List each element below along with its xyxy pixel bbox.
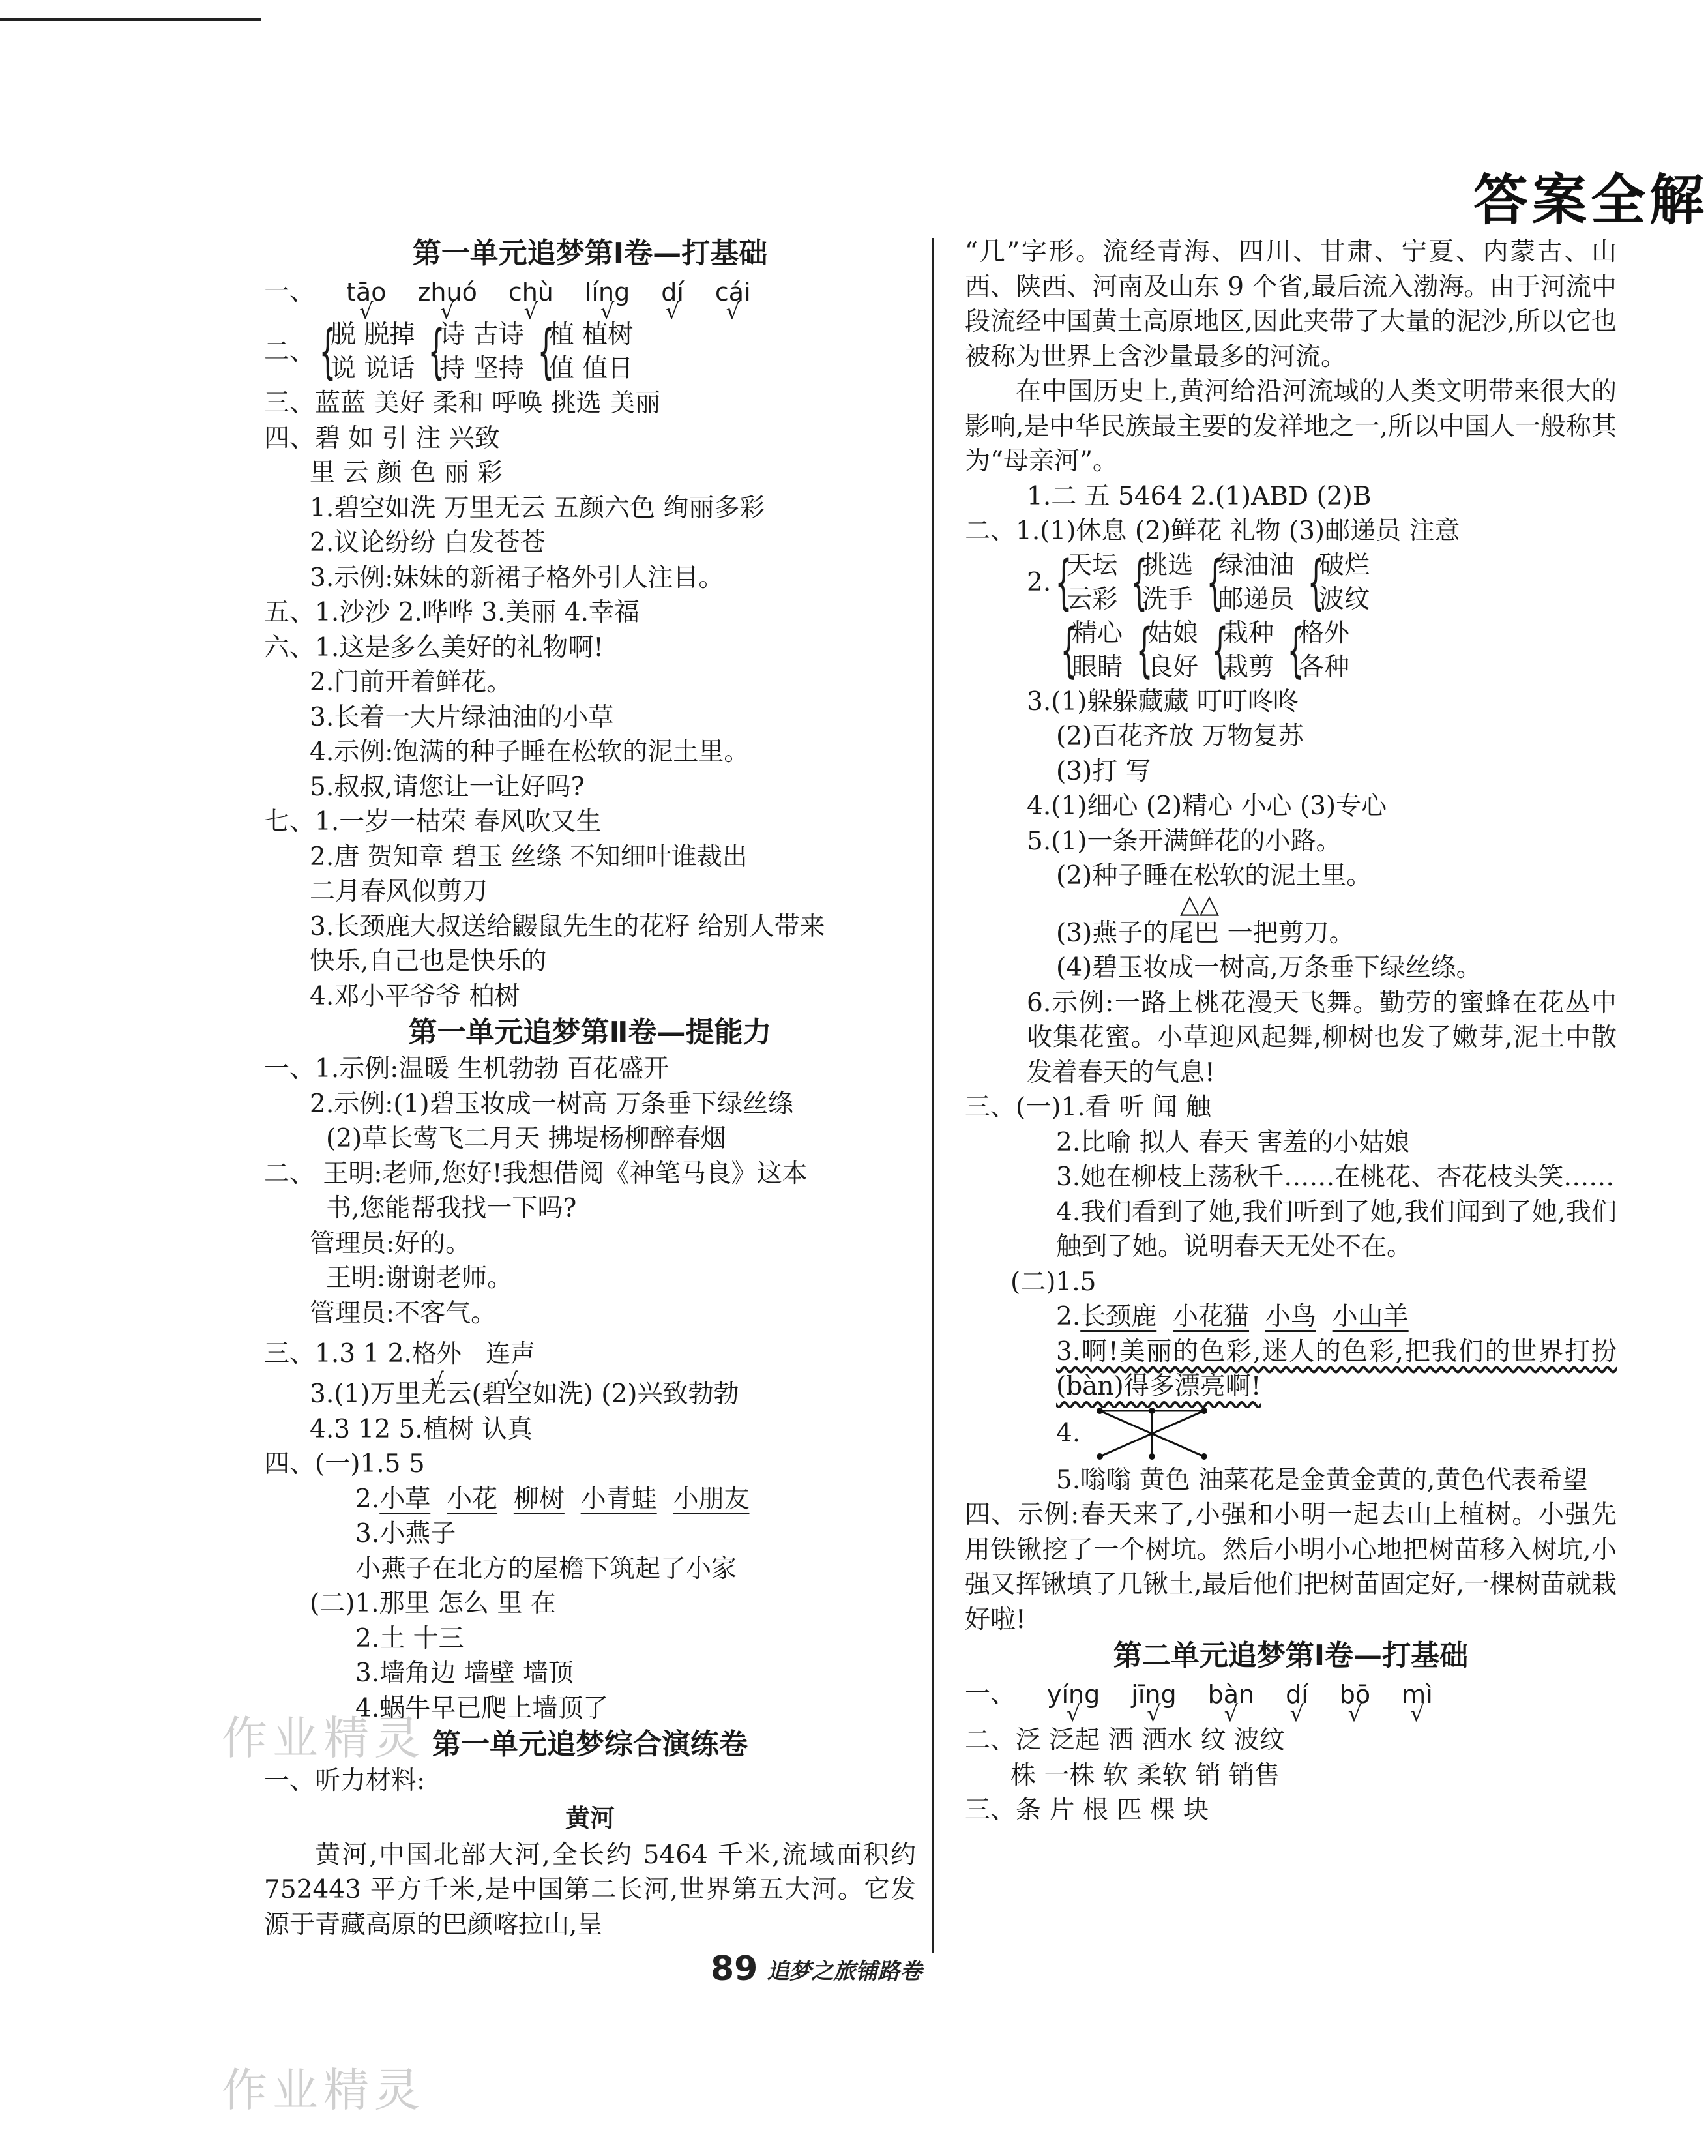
word: 良好	[1147, 652, 1199, 682]
brace-group	[965, 549, 1617, 617]
answer-line: 书,您能帮我找一下吗?	[326, 1194, 577, 1223]
passage-text: “几”字形。流经青海、四川、甘肃、宁夏、内蒙古、山西、陕西、河南及山东 9 个省,最后流入渤海。由于河流中段流经中国黄土高原地区,因此夹带了大量的泥沙,所以它也被称为世界上含沙量最多的河流。	[965, 237, 1617, 372]
answer-line: 2.门前开着鲜花。	[310, 668, 512, 697]
section-heading: 第一单元追梦综合演练卷	[432, 1728, 748, 1761]
item-label: 一、	[264, 277, 316, 306]
word: 天坛	[1067, 550, 1118, 580]
answer-line: (二)1.5	[1010, 1267, 1097, 1297]
answer-line: 三、蓝蓝 美好 柔和 呼唤 挑选 美丽	[264, 389, 660, 418]
word: 邮递员	[1218, 584, 1295, 614]
word: 云彩	[1067, 584, 1118, 614]
answer-line: 三、条 片 根 匹 棵 块	[965, 1795, 1209, 1825]
answer-line: 3.长着一大片绿油油的小草	[310, 702, 614, 732]
answer-line: 2.议论纷纷 白发苍苍	[310, 528, 546, 557]
word-pair: { 植 植树 值 值日	[537, 317, 634, 386]
left-column	[264, 235, 916, 1942]
underlined-word: 小花猫	[1173, 1302, 1250, 1331]
emphasis-marks: △△	[1180, 889, 1219, 919]
word: 洗手	[1142, 584, 1194, 614]
answer-line: 3.(1)万里无云(碧空如洗) (2)兴致勃勃	[310, 1380, 739, 1409]
answer-line	[965, 1404, 1617, 1463]
text: 三、1.3 1 2.	[264, 1339, 412, 1368]
pinyin: bàn √	[1208, 1675, 1255, 1714]
underlined-word: 柳树	[513, 1484, 565, 1514]
word-pair: { 栽种 栽剪	[1211, 615, 1274, 685]
answer-line: 管理员:不客气。	[310, 1298, 497, 1328]
answer-line: (4)碧玉妆成一树高,万条垂下绿丝绦。	[1056, 953, 1482, 982]
word: 说 说话	[331, 354, 415, 383]
answer-line	[264, 1482, 916, 1517]
pinyin: dí √	[1286, 1675, 1308, 1714]
page-footer	[711, 1949, 922, 1988]
answer-line: (3)打 写	[1056, 756, 1151, 786]
pinyin: mì √	[1402, 1675, 1433, 1714]
answer-line: 王明:谢谢老师。	[326, 1263, 513, 1293]
pinyin: yíng √	[1047, 1675, 1100, 1714]
word-pair: { 姑娘 良好	[1136, 615, 1199, 685]
answer-line: (2)种子睡在松软的泥土里。	[1056, 861, 1372, 891]
word-pair: { 挑选 洗手	[1130, 548, 1194, 617]
answer-line: 4.(1)细心 (2)精心 小心 (3)专心	[1027, 791, 1387, 821]
word: 姑娘	[1147, 618, 1199, 648]
brace-group	[965, 617, 1617, 685]
passage-title: 黄河	[565, 1803, 615, 1833]
answer-paragraph: 3.她在柳枝上荡秋千……在桃花、杏花枝头笑……	[1056, 1162, 1615, 1192]
word: 格外	[1299, 618, 1350, 648]
answer-paragraph: 4.我们看到了她,我们听到了她,我们闻到了她,我们触到了她。说明春天无处不在。	[1056, 1197, 1617, 1262]
top-rule	[0, 18, 261, 21]
answer-line: 4.邓小平爷爷 柏树	[310, 981, 520, 1011]
answer-line: 四、(一)1.5 5	[264, 1449, 425, 1479]
word: 诗 古诗	[439, 320, 524, 349]
answer-line: 一、听力材料:	[264, 1766, 426, 1795]
section-heading: 第一单元追梦第Ⅰ卷—打基础	[412, 237, 768, 270]
answer-line: 3.小燕子	[355, 1519, 456, 1548]
page-number: 89	[711, 1949, 758, 1988]
underlined-word: 小鸟	[1265, 1302, 1316, 1331]
passage-text: 黄河,中国北部大河,全长约 5464 千米,流域面积约 752443 平方千米,是中国第二长河,世界第五大河。它发源于青藏高原的巴颜喀拉山,呈	[264, 1840, 916, 1940]
underlined-word: 小草	[379, 1484, 431, 1514]
answer-paragraph: 6.示例:一路上桃花漫天飞舞。勤劳的蜜蜂在花丛中收集花蜜。小草迎风起舞,柳树也发了嫩芽,泥土中散发着春天的气息!	[1027, 988, 1617, 1087]
answer-line: 3.墙角边 墙壁 墙顶	[355, 1659, 574, 1688]
answer-line: (二)1.那里 怎么 里 在	[310, 1589, 556, 1618]
answer-paragraph: 3.啊!美丽的色彩,迷人的色彩,把我们的世界打扮(bàn)得多漂亮啊!	[1056, 1336, 1617, 1401]
word: 破烂	[1319, 550, 1370, 580]
word: 植 植树	[548, 320, 634, 349]
word: 挑选	[1142, 550, 1194, 580]
word: 值 值日	[548, 354, 634, 383]
pinyin: jīng √	[1131, 1675, 1176, 1714]
answer-line: 二、 王明:老师,您好!我想借阅《神笔马良》这本	[264, 1159, 808, 1189]
pinyin: zhuó √	[417, 273, 477, 312]
answer-line: 五、1.沙沙 2.哗哗 3.美丽 4.幸福	[264, 598, 640, 627]
answer-paragraph: 5.嗡嗡 黄色 油菜花是金黄金黄的,黄色代表希望	[1056, 1465, 1588, 1495]
word: 栽剪	[1223, 652, 1274, 682]
underlined-word: 小花	[447, 1484, 498, 1514]
word-pair: { 脱 脱掉 说 说话	[319, 317, 415, 386]
answer-line: 三、(一)1.看 听 闻 触	[965, 1093, 1211, 1122]
pinyin-row	[965, 1675, 1617, 1714]
watermark: 作业精灵	[222, 2063, 425, 2117]
passage-text: 在中国历史上,黄河给沿河流域的人类文明带来很大的影响,是中华民族最主要的发祥地之一,所以中国人一般称其为“母亲河”。	[965, 377, 1617, 476]
answer-line: 5.叔叔,请您让一让好吗?	[310, 772, 585, 802]
answer-line: 里 云 颜 色 丽 彩	[310, 458, 503, 488]
answer-line: 5.(1)一条开满鲜花的小路。	[1027, 826, 1342, 856]
underlined-word: 小山羊	[1332, 1302, 1409, 1331]
word-pair: { 破烂 波纹	[1307, 548, 1370, 617]
answer-line: 3.长颈鹿大叔送给鼹鼠先生的花籽 给别人带来	[310, 911, 825, 941]
answer-line: 1.二 五 5464 2.(1)ABD (2)B	[1027, 481, 1372, 511]
item-label: 二、	[264, 337, 316, 366]
answer-paragraph: 四、示例:春天来了,小强和小明一起去山上植树。小强先用铁锹挖了一个树坑。然后小明小心地把树苗移入树坑,小强又挥锹填了几锹土,最后他们把树苗固定好,一棵树苗就栽好啦!	[965, 1500, 1617, 1634]
brand-logo-text: 追梦之旅铺路卷	[767, 1958, 922, 1985]
word: 持 坚持	[439, 354, 524, 383]
answer-line: 4.示例:饱满的种子睡在松软的泥土里。	[310, 737, 750, 767]
column-divider	[932, 238, 934, 1953]
answer-line: 2.土 十三	[355, 1623, 464, 1653]
text: 2.	[355, 1484, 380, 1514]
section-heading: 第二单元追梦第Ⅰ卷—打基础	[1113, 1639, 1469, 1672]
underlined-word: 小朋友	[673, 1484, 750, 1514]
answer-banner: 答案全解	[1473, 168, 1708, 232]
answer-line	[264, 1331, 916, 1377]
item-label: 一、	[965, 1679, 1016, 1709]
word-pair: { 天坛 云彩	[1055, 548, 1118, 617]
pinyin: tāo √	[346, 273, 386, 312]
pinyin: cái √	[715, 273, 751, 312]
answer-line: (3)燕子的尾巴 一把剪刀。	[1056, 918, 1355, 948]
item-label: 2.	[1027, 567, 1052, 597]
word: 脱 脱掉	[331, 320, 415, 349]
text: 4.	[1056, 1418, 1081, 1448]
marked-word: 连声 √	[486, 1339, 535, 1368]
answer-line: 3.示例:妹妹的新裙子格外引人注目。	[310, 563, 724, 593]
answer-line: (2)草长莺飞二月天 拂堤杨柳醉春烟	[326, 1124, 726, 1153]
answer-line: 七、1.一岁一枯荣 春风吹又生	[264, 807, 602, 836]
answer-line: 4.蜗牛早已爬上墙顶了	[355, 1693, 609, 1723]
answer-line: 管理员:好的。	[310, 1228, 471, 1258]
word-pair: { 格外 各种	[1287, 615, 1350, 685]
word-pair: { 诗 古诗 持 坚持	[428, 317, 524, 386]
word: 绿油油	[1218, 550, 1295, 580]
answer-line: 一、1.示例:温暖 生机勃勃 百花盛开	[264, 1054, 670, 1084]
pinyin-row	[264, 273, 916, 312]
answer-line: 2.比喻 拟人 春天 害羞的小姑娘	[1056, 1127, 1410, 1157]
answer-line: (2)百花齐放 万物复苏	[1056, 722, 1304, 751]
watermark: 作业精灵	[222, 1711, 425, 1765]
answer-line: 二、1.(1)休息 (2)鲜花 礼物 (3)邮递员 注意	[965, 516, 1460, 546]
answer-line: 二、泛 泛起 洒 洒水 纹 波纹	[965, 1726, 1285, 1755]
word: 各种	[1299, 652, 1350, 682]
marked-word: 格外 √	[412, 1339, 462, 1368]
answer-line: 快乐,自己也是快乐的	[310, 947, 547, 976]
answer-line: 株 一株 软 柔软 销 销售	[1010, 1760, 1280, 1790]
answer-line: 小燕子在北方的屋檐下筑起了小家	[355, 1554, 737, 1584]
word: 精心	[1072, 618, 1123, 648]
word: 栽种	[1223, 618, 1274, 648]
answer-line: 四、碧 如 引 注 兴致	[264, 423, 500, 453]
pinyin: dí √	[661, 273, 684, 312]
section-heading: 第一单元追梦第Ⅱ卷—提能力	[408, 1016, 772, 1049]
word: 眼睛	[1072, 652, 1123, 682]
answer-line: 3.(1)躲躲藏藏 叮叮咚咚	[1027, 687, 1299, 716]
answer-line	[965, 1299, 1617, 1335]
pinyin: líng √	[585, 273, 630, 312]
word: 波纹	[1319, 584, 1370, 614]
word-pair: { 精心 眼睛	[1060, 615, 1123, 685]
matching-lines	[1087, 1404, 1217, 1463]
right-column	[965, 235, 1617, 1828]
text: 2.	[1056, 1302, 1081, 1331]
answer-line: 2.示例:(1)碧玉妆成一树高 万条垂下绿丝绦	[310, 1089, 793, 1119]
word-pair: { 绿油油 邮递员	[1206, 548, 1295, 617]
answer-line: 六、1.这是多么美好的礼物啊!	[264, 632, 604, 662]
pinyin: chù √	[508, 273, 553, 312]
answer-line: 2.唐 贺知章 碧玉 丝绦 不知细叶谁裁出	[310, 842, 748, 872]
answer-line: 4.3 12 5.植树 认真	[310, 1414, 533, 1444]
pinyin: bō √	[1340, 1675, 1370, 1714]
underlined-word: 小青蛙	[580, 1484, 657, 1514]
underlined-word: 长颈鹿	[1080, 1302, 1157, 1331]
answer-line: 1.碧空如洗 万里无云 五颜六色 绚丽多彩	[310, 493, 765, 523]
answer-line: 二月春风似剪刀	[310, 877, 488, 906]
